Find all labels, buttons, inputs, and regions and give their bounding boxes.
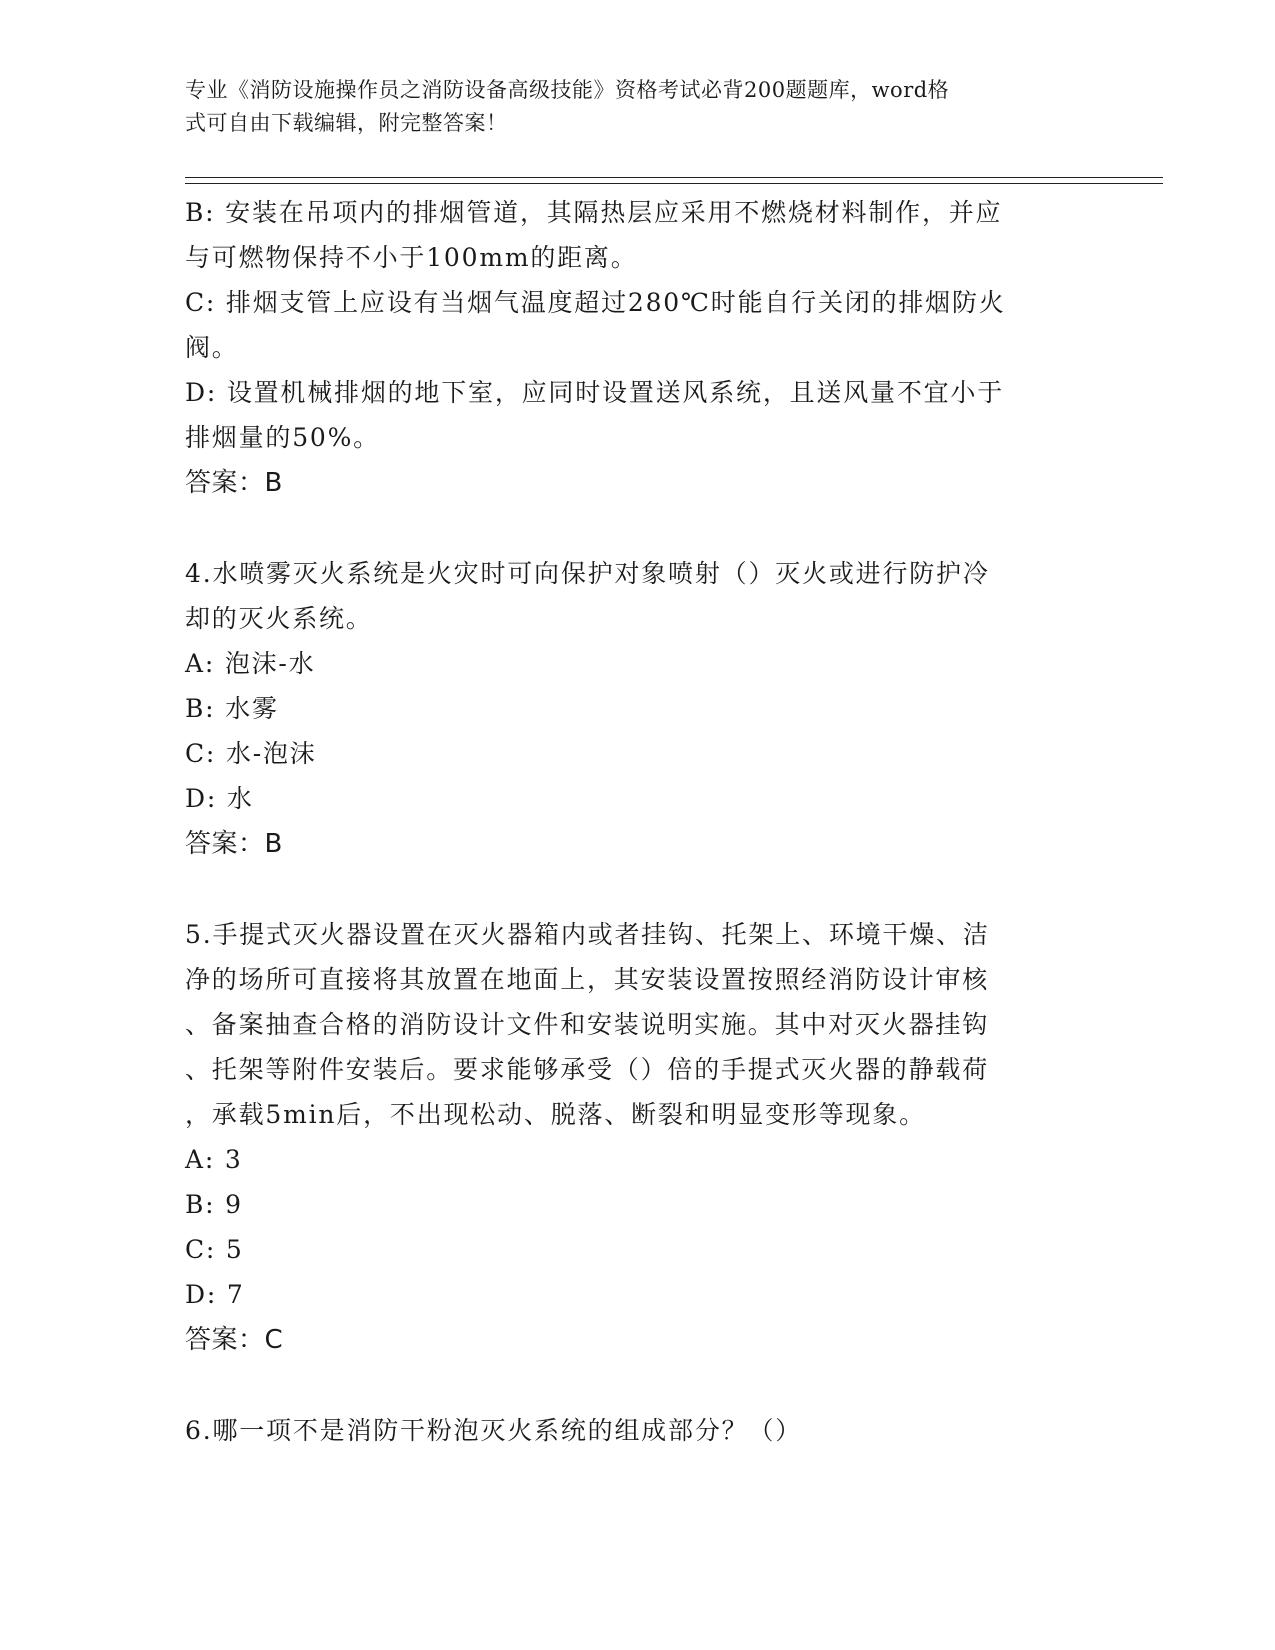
q4-option-b: B: 水雾 bbox=[185, 694, 279, 723]
spacer bbox=[185, 867, 1085, 912]
q5-stem-line-5: ，承载5min后，不出现松动、脱落、断裂和明显变形等现象。 bbox=[185, 1100, 926, 1129]
document-header bbox=[185, 74, 1085, 140]
q6-stem-line-1: 6.哪一项不是消防干粉泡灭火系统的组成部分？（） bbox=[185, 1416, 803, 1445]
q5-option-c: C: 5 bbox=[185, 1235, 244, 1264]
q3-option-b-line-1: B: 安装在吊项内的排烟管道，其隔热层应采用不燃烧材料制作，并应 bbox=[185, 198, 1003, 227]
spacer bbox=[185, 506, 1085, 551]
q3-option-c-line-1: C: 排烟支管上应设有当烟气温度超过280℃时能自行关闭的排烟防火 bbox=[185, 288, 1006, 317]
header-divider-top bbox=[185, 177, 1163, 178]
header-divider-bottom bbox=[185, 183, 1163, 184]
q4-answer: 答案：B bbox=[185, 829, 283, 859]
spacer bbox=[185, 1363, 1085, 1408]
q5-stem-line-2: 净的场所可直接将其放置在地面上，其安装设置按照经消防设计审核 bbox=[185, 965, 990, 994]
q4-option-c: C: 水-泡沫 bbox=[185, 739, 317, 768]
q5-option-d: D: 7 bbox=[185, 1280, 245, 1309]
q5-stem-line-3: 、备案抽查合格的消防设计文件和安装说明实施。其中对灭火器挂钩 bbox=[185, 1010, 990, 1039]
q3-answer: 答案：B bbox=[185, 468, 283, 498]
q5-stem-line-4: 、托架等附件安装后。要求能够承受（）倍的手提式灭火器的静载荷 bbox=[185, 1055, 990, 1084]
question-3-block bbox=[185, 190, 1085, 506]
q3-option-d-line-1: D: 设置机械排烟的地下室，应同时设置送风系统，且送风量不宜小于 bbox=[185, 378, 1005, 407]
q3-option-b-line-2: 与可燃物保持不小于100mm的距离。 bbox=[185, 243, 638, 272]
q5-stem-line-1: 5.手提式灭火器设置在灭火器箱内或者挂钩、托架上、环境干燥、洁 bbox=[185, 920, 990, 949]
q3-option-d-line-2: 排烟量的50%。 bbox=[185, 423, 380, 452]
q3-option-c-line-2: 阀。 bbox=[185, 333, 239, 362]
question-5-block bbox=[185, 912, 1085, 1363]
q4-stem-line-2: 却的灭火系统。 bbox=[185, 604, 373, 633]
q5-option-a: A: 3 bbox=[185, 1145, 243, 1174]
document-body bbox=[185, 190, 1085, 1453]
question-6-block bbox=[185, 1408, 1085, 1453]
q5-option-b: B: 9 bbox=[185, 1190, 243, 1219]
q4-stem-line-1: 4.水喷雾灭火系统是火灾时可向保护对象喷射（）灭火或进行防护冷 bbox=[185, 559, 990, 588]
q4-option-a: A: 泡沫-水 bbox=[185, 649, 316, 678]
q4-option-d: D: 水 bbox=[185, 784, 254, 813]
header-line-1: 专业《消防设施操作员之消防设备高级技能》资格考试必背200题题库，word格 bbox=[185, 78, 950, 102]
header-line-2: 式可自由下载编辑，附完整答案！ bbox=[185, 111, 508, 135]
q5-answer: 答案：C bbox=[185, 1325, 284, 1355]
question-4-block bbox=[185, 551, 1085, 867]
